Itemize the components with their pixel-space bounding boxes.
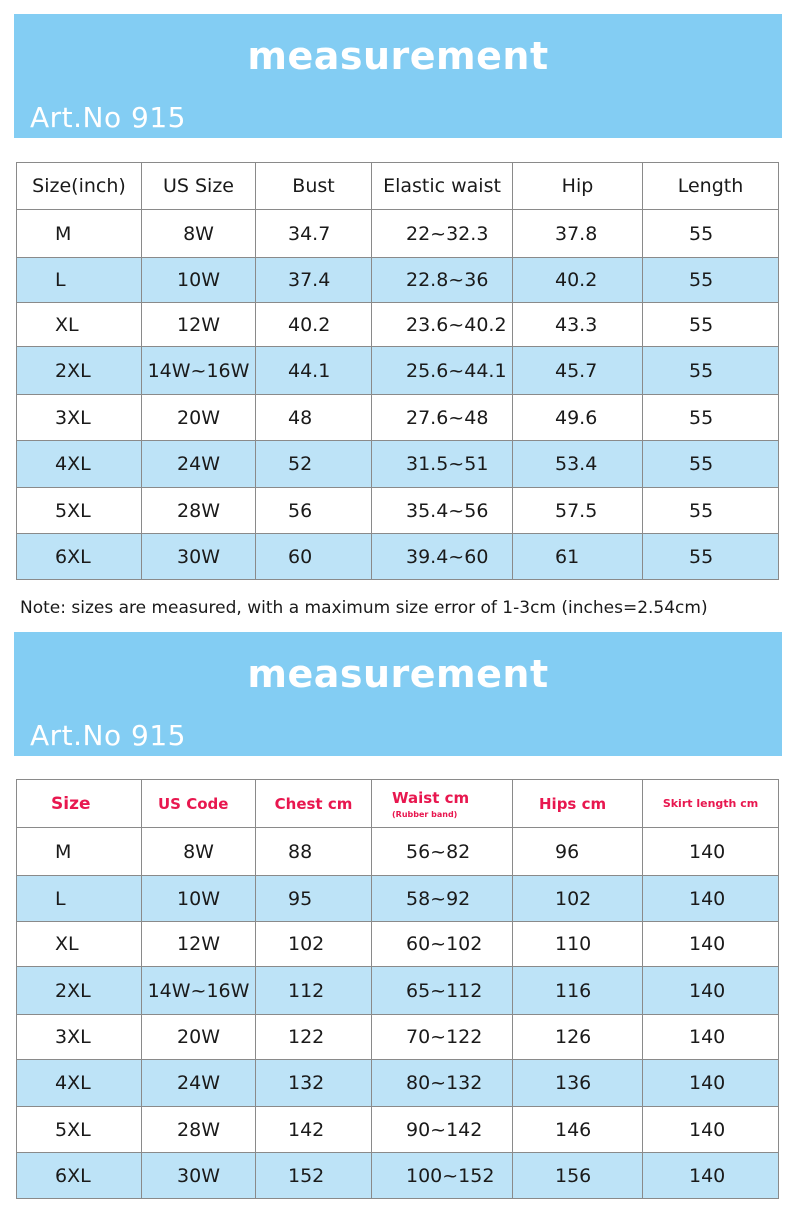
cell-waist: 25.6~44.1 [372, 347, 513, 395]
cell-us-code: 14W~16W [142, 967, 256, 1015]
table-row [17, 1015, 779, 1060]
cell-us-size: 10W [142, 258, 256, 303]
table-row [17, 922, 779, 967]
cell-size: 3XL [17, 1015, 142, 1060]
cell-bust: 48 [256, 395, 372, 441]
header-skirt-length: Skirt length cm [643, 780, 779, 828]
cell-us-size: 8W [142, 210, 256, 258]
table-row [17, 534, 779, 580]
cell-length: 55 [643, 258, 779, 303]
cell-hip: 40.2 [513, 258, 643, 303]
header-waist [372, 780, 513, 828]
cell-size: 6XL [17, 1153, 142, 1199]
cell-length: 55 [643, 210, 779, 258]
cell-bust: 44.1 [256, 347, 372, 395]
inch-header-row [17, 163, 779, 210]
header-waist-sub: (Rubber band) [392, 809, 458, 819]
cell-waist: 31.5~51 [372, 441, 513, 488]
cell-us-code: 10W [142, 876, 256, 922]
cell-size: 5XL [17, 1107, 142, 1153]
cell-skirt-length: 140 [643, 876, 779, 922]
cell-size: 5XL [17, 488, 142, 534]
cell-waist: 35.4~56 [372, 488, 513, 534]
header-bust: Bust [256, 163, 372, 210]
cell-chest: 95 [256, 876, 372, 922]
cell-hips: 126 [513, 1015, 643, 1060]
table-row [17, 876, 779, 922]
cell-hip: 57.5 [513, 488, 643, 534]
header-us-code: US Code [142, 780, 256, 828]
bottom-banner-title: measurement [247, 652, 549, 696]
cell-skirt-length: 140 [643, 1153, 779, 1199]
cell-chest: 122 [256, 1015, 372, 1060]
cell-waist: 22~32.3 [372, 210, 513, 258]
measurement-note: Note: sizes are measured, with a maximum size error of 1-3cm (inches=2.54cm) [20, 598, 708, 618]
table-row [17, 395, 779, 441]
cell-hips: 96 [513, 828, 643, 876]
cell-size: 3XL [17, 395, 142, 441]
cell-hips: 136 [513, 1060, 643, 1107]
header-size: Size(inch) [17, 163, 142, 210]
cell-waist: 65~112 [372, 967, 513, 1015]
cell-waist: 100~152 [372, 1153, 513, 1199]
cm-header-row [17, 780, 779, 828]
cell-size: 2XL [17, 967, 142, 1015]
cell-us-code: 12W [142, 922, 256, 967]
table-row [17, 967, 779, 1015]
cell-waist: 58~92 [372, 876, 513, 922]
cell-chest: 152 [256, 1153, 372, 1199]
cell-skirt-length: 140 [643, 922, 779, 967]
cell-bust: 34.7 [256, 210, 372, 258]
cell-chest: 102 [256, 922, 372, 967]
cell-length: 55 [643, 441, 779, 488]
table-row [17, 347, 779, 395]
cell-waist: 23.6~40.2 [372, 303, 513, 347]
cell-waist: 60~102 [372, 922, 513, 967]
header-us-size: US Size [142, 163, 256, 210]
cell-waist: 70~122 [372, 1015, 513, 1060]
cell-size: 4XL [17, 441, 142, 488]
cell-hip: 53.4 [513, 441, 643, 488]
cell-size: M [17, 210, 142, 258]
cell-chest: 142 [256, 1107, 372, 1153]
header-length: Length [643, 163, 779, 210]
cell-hips: 146 [513, 1107, 643, 1153]
cell-chest: 132 [256, 1060, 372, 1107]
table-row [17, 1153, 779, 1199]
header-waist-label: Waist cm [392, 788, 470, 807]
cell-length: 55 [643, 534, 779, 580]
table-row [17, 828, 779, 876]
cell-size: L [17, 258, 142, 303]
cell-length: 55 [643, 303, 779, 347]
cell-waist: 22.8~36 [372, 258, 513, 303]
cell-length: 55 [643, 395, 779, 441]
header-hip: Hip [513, 163, 643, 210]
cell-hip: 49.6 [513, 395, 643, 441]
cell-size: XL [17, 922, 142, 967]
inch-size-table [16, 162, 779, 580]
cell-hips: 156 [513, 1153, 643, 1199]
cell-us-size: 24W [142, 441, 256, 488]
cell-bust: 37.4 [256, 258, 372, 303]
table-row [17, 488, 779, 534]
cell-skirt-length: 140 [643, 828, 779, 876]
cell-size: 6XL [17, 534, 142, 580]
cell-waist: 56~82 [372, 828, 513, 876]
cell-size: M [17, 828, 142, 876]
cell-us-code: 8W [142, 828, 256, 876]
cell-skirt-length: 140 [643, 1060, 779, 1107]
cell-bust: 60 [256, 534, 372, 580]
cell-hips: 116 [513, 967, 643, 1015]
header-elastic-waist: Elastic waist [372, 163, 513, 210]
header-hips: Hips cm [513, 780, 643, 828]
cm-size-table [16, 779, 779, 1199]
cell-us-size: 30W [142, 534, 256, 580]
cell-chest: 112 [256, 967, 372, 1015]
cell-hips: 102 [513, 876, 643, 922]
cell-us-code: 20W [142, 1015, 256, 1060]
cell-bust: 56 [256, 488, 372, 534]
cell-waist: 80~132 [372, 1060, 513, 1107]
cell-us-size: 20W [142, 395, 256, 441]
table-row [17, 303, 779, 347]
table-row [17, 441, 779, 488]
cell-hip: 37.8 [513, 210, 643, 258]
cell-hip: 61 [513, 534, 643, 580]
bottom-art-number: Art.No 915 [30, 719, 186, 752]
cell-us-size: 12W [142, 303, 256, 347]
cell-us-code: 24W [142, 1060, 256, 1107]
top-banner-title: measurement [247, 34, 549, 78]
header-size: Size [17, 780, 142, 828]
table-row [17, 1060, 779, 1107]
cell-waist: 27.6~48 [372, 395, 513, 441]
cell-waist: 39.4~60 [372, 534, 513, 580]
cell-length: 55 [643, 488, 779, 534]
cell-hip: 45.7 [513, 347, 643, 395]
cell-skirt-length: 140 [643, 1015, 779, 1060]
cell-hips: 110 [513, 922, 643, 967]
cell-hip: 43.3 [513, 303, 643, 347]
cell-skirt-length: 140 [643, 1107, 779, 1153]
cell-skirt-length: 140 [643, 967, 779, 1015]
cell-bust: 52 [256, 441, 372, 488]
cell-us-size: 14W~16W [142, 347, 256, 395]
header-chest: Chest cm [256, 780, 372, 828]
cell-size: 2XL [17, 347, 142, 395]
cell-size: L [17, 876, 142, 922]
cell-size: 4XL [17, 1060, 142, 1107]
bottom-banner [14, 632, 782, 756]
cell-length: 55 [643, 347, 779, 395]
cell-us-size: 28W [142, 488, 256, 534]
top-art-number: Art.No 915 [30, 101, 186, 134]
cell-us-code: 30W [142, 1153, 256, 1199]
cell-chest: 88 [256, 828, 372, 876]
table-row [17, 210, 779, 258]
top-banner [14, 14, 782, 138]
cell-size: XL [17, 303, 142, 347]
cell-waist: 90~142 [372, 1107, 513, 1153]
table-row [17, 1107, 779, 1153]
cell-us-code: 28W [142, 1107, 256, 1153]
table-row [17, 258, 779, 303]
cell-bust: 40.2 [256, 303, 372, 347]
